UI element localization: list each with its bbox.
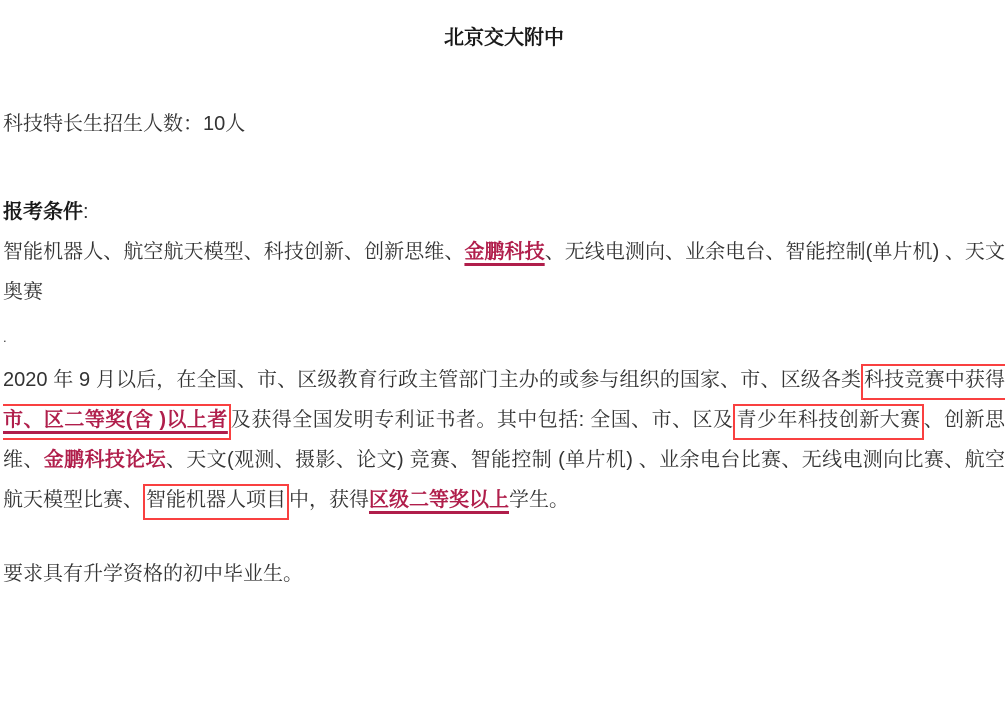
page-title: 北京交大附中 (444, 27, 564, 49)
text-run: 智能机器人、航空航天模型、科技创新、创新思维、 (3, 241, 465, 263)
emphasis-text: 市、区二等奖(含 )以上者 (3, 409, 228, 431)
text-run: 、天文(观测、摄影、论文) 竞赛、智能控制 (单片机) 、业余电台比赛、无线电测向比赛、航空航天模型比赛、 (3, 449, 1006, 511)
stray-dot-line: . (3, 330, 7, 345)
text-run: 及获得全国发明专利证书者。其中包括: 全国、市、区及 (230, 409, 734, 431)
emphasis-text: 区级二等奖以上 (369, 489, 509, 511)
text-run: 、无线电测向、业余电台、智能控制(单片机) 、天文奥赛 (3, 241, 1005, 303)
red-highlight-box (143, 484, 289, 520)
enrollment-count-line: 科技特长生招生人数：10人 (3, 113, 246, 135)
text-run: 智能机器人项目 (146, 489, 286, 511)
red-highlight-box (733, 404, 923, 440)
emphasis-text: 金鹏科技论坛 (43, 449, 166, 471)
requirements-heading: 报考条件 (3, 201, 83, 223)
text-run: 中，获得 (289, 489, 369, 511)
text-run: 学生。 (509, 489, 569, 511)
text-run: 青少年科技创新大赛 (736, 409, 921, 431)
text-run: 2020 年 9 月以后，在全国、市、区级教育行政主管部门主办的或参与组织的国家、市、区级各类 (3, 369, 862, 391)
text-run: 科技竞赛中获得 (864, 369, 1005, 391)
eligibility-paragraph (3, 360, 1005, 520)
categories-paragraph (3, 232, 1005, 312)
final-requirement-line: 要求具有升学资格的初中毕业生。 (3, 563, 303, 585)
requirements-heading-line (3, 192, 1005, 232)
text-run: 、创新思维、 (3, 409, 1005, 471)
requirements-heading-colon: : (83, 201, 89, 223)
emphasis-text: 金鹏科技 (464, 241, 545, 263)
